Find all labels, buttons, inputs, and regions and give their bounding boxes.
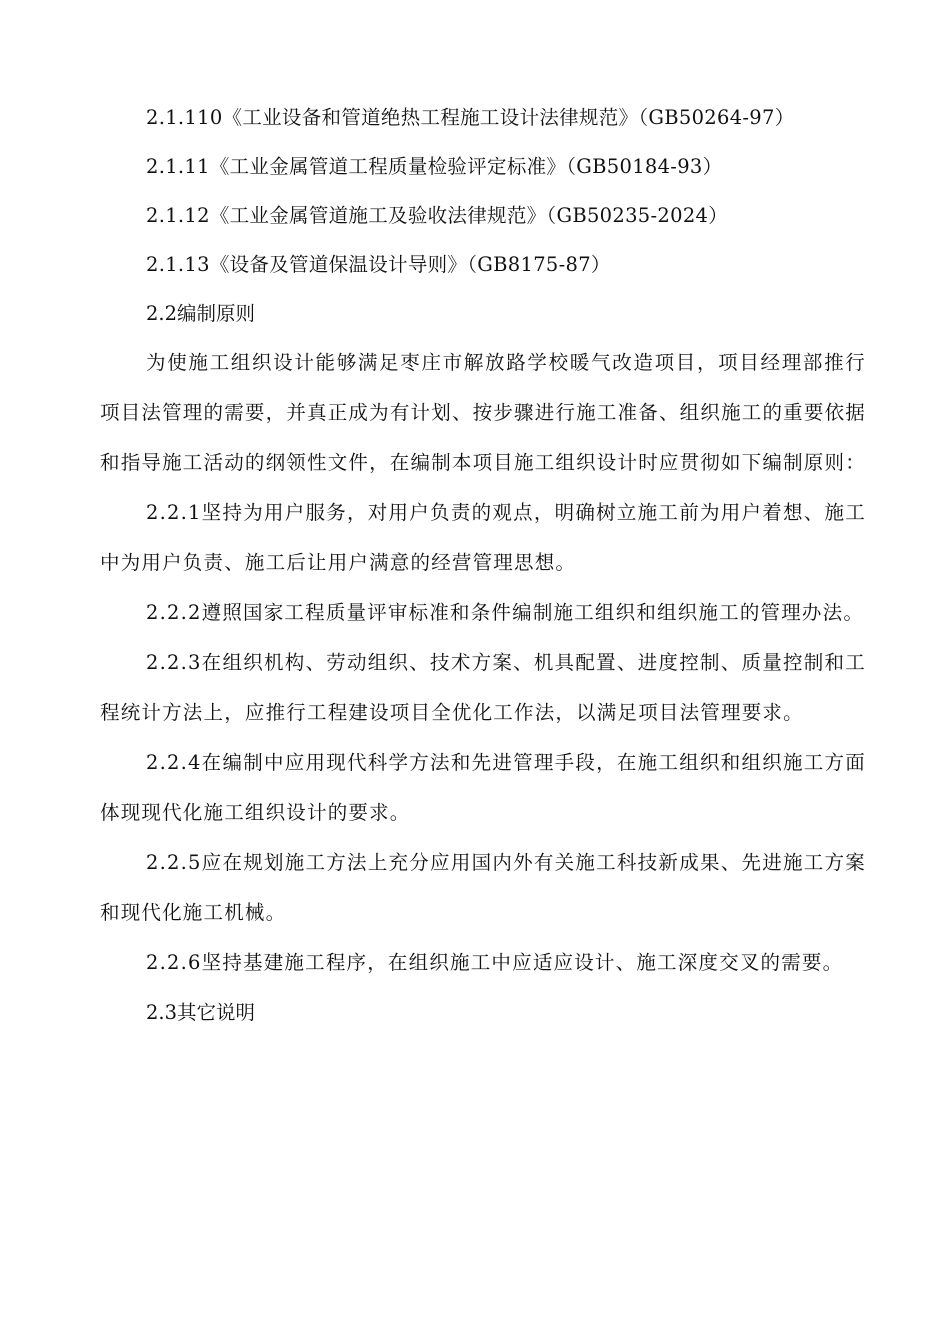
principle-paragraph: 2.2.3在组织机构、劳动组织、技术方案、机具配置、进度控制、质量控制和工程统计方法上，应推行工程建设项目全优化工作法，以满足项目法管理要求。 [100,651,866,724]
principle-paragraph: 2.2.2遵照国家工程质量评审标准和条件编制施工组织和组织施工的管理办法。 [146,601,865,624]
section-heading-2-2: 2.2编制原则 [146,302,256,325]
section-heading-2-3: 2.3其它说明 [146,1001,256,1024]
reference-item: 2.1.11《工业金属管道工程质量检验评定标准》（GB50184-93） [146,155,723,178]
reference-item: 2.1.12《工业金属管道施工及验收法律规范》（GB50235-2024） [146,204,729,227]
principle-paragraph: 2.2.5应在规划施工方法上充分应用国内外有关施工科技新成果、先进施工方案和现代化施工机械。 [100,851,866,924]
reference-item: 2.1.13《设备及管道保温设计导则》（GB8175-87） [146,253,611,276]
principle-paragraph: 2.2.1坚持为用户服务，对用户负责的观点，明确树立施工前为用户着想、施工中为用户负责、施工后让用户满意的经营管理思想。 [100,501,866,574]
section-intro-paragraph: 为使施工组织设计能够满足枣庄市解放路学校暖气改造项目，项目经理部推行项目法管理的需要，并真正成为有计划、按步骤进行施工准备、组织施工的重要依据和指导施工活动的纲领性文件，在编制本项目施工组织设计时应贯彻如下编制原则： [100,351,866,474]
principle-paragraph: 2.2.6坚持基建施工程序，在组织施工中应适应设计、施工深度交叉的需要。 [146,951,844,974]
principle-paragraph: 2.2.4在编制中应用现代科学方法和先进管理手段，在施工组织和组织施工方面体现现代化施工组织设计的要求。 [100,751,866,824]
page-content [100,93,866,1037]
reference-item: 2.1.110《工业设备和管道绝热工程施工设计法律规范》（GB50264-97） [146,106,795,129]
